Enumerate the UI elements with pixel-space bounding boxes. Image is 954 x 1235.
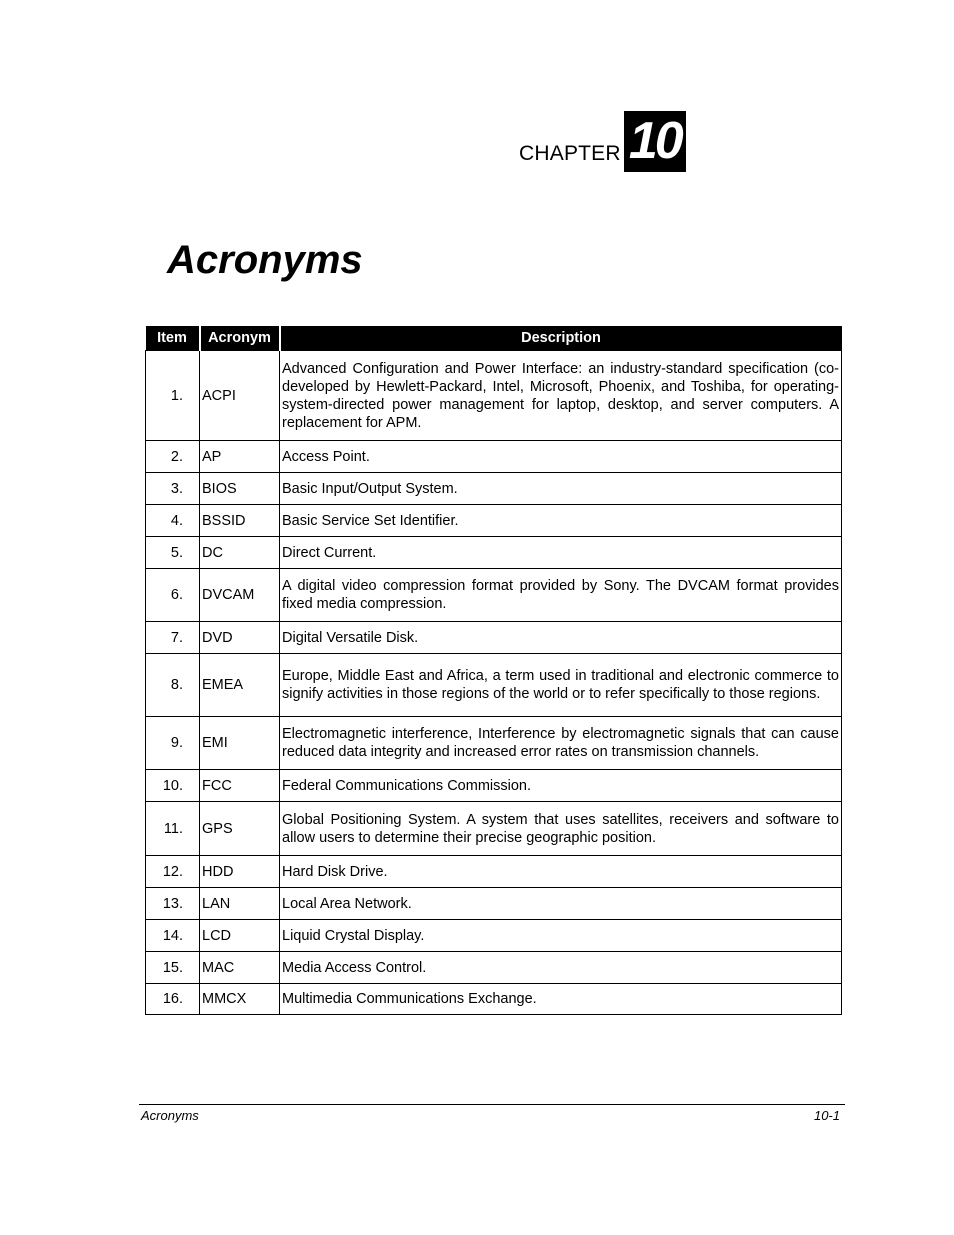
table-header-row bbox=[146, 326, 842, 351]
description: Local Area Network. bbox=[280, 888, 842, 920]
acronym: LAN bbox=[200, 888, 280, 920]
item-number: 9. bbox=[146, 717, 200, 770]
item-number: 16. bbox=[146, 984, 200, 1015]
acronyms-table bbox=[145, 326, 842, 1015]
item-number: 1. bbox=[146, 351, 200, 441]
item-number: 11. bbox=[146, 802, 200, 856]
footer-divider bbox=[139, 1104, 845, 1105]
acronym: DVD bbox=[200, 622, 280, 654]
acronym: ACPI bbox=[200, 351, 280, 441]
table-row bbox=[146, 441, 842, 473]
table-row bbox=[146, 622, 842, 654]
item-number: 8. bbox=[146, 654, 200, 717]
description: Basic Service Set Identifier. bbox=[280, 505, 842, 537]
acronym: GPS bbox=[200, 802, 280, 856]
acronym: FCC bbox=[200, 770, 280, 802]
acronym: EMI bbox=[200, 717, 280, 770]
table-row bbox=[146, 537, 842, 569]
description: Liquid Crystal Display. bbox=[280, 920, 842, 952]
acronym: MMCX bbox=[200, 984, 280, 1015]
table-row bbox=[146, 717, 842, 770]
table-row bbox=[146, 654, 842, 717]
table-row bbox=[146, 473, 842, 505]
footer-page-number: 10-1 bbox=[813, 1108, 840, 1123]
table-row bbox=[146, 770, 842, 802]
table-row bbox=[146, 802, 842, 856]
description: Multimedia Communications Exchange. bbox=[280, 984, 842, 1015]
description: Advanced Configuration and Power Interface: an industry-standard specification (co-developed by Hewlett-Packard, Intel, Microsoft, Phoenix, and Toshiba, for operating-system-directed power management for laptop, desktop, and server computers. A replacement for APM. bbox=[280, 351, 842, 441]
acronym: BIOS bbox=[200, 473, 280, 505]
page-title: Acronyms bbox=[167, 238, 363, 282]
description: Access Point. bbox=[280, 441, 842, 473]
description: Global Positioning System. A system that uses satellites, receivers and software to allow users to determine their precise geographic position. bbox=[280, 802, 842, 856]
table-row bbox=[146, 569, 842, 622]
acronym: DVCAM bbox=[200, 569, 280, 622]
item-number: 13. bbox=[146, 888, 200, 920]
acronym: BSSID bbox=[200, 505, 280, 537]
table-row bbox=[146, 984, 842, 1015]
item-number: 4. bbox=[146, 505, 200, 537]
description: Hard Disk Drive. bbox=[280, 856, 842, 888]
table-row bbox=[146, 952, 842, 984]
item-number: 14. bbox=[146, 920, 200, 952]
table-row bbox=[146, 856, 842, 888]
acronym: MAC bbox=[200, 952, 280, 984]
table-row bbox=[146, 505, 842, 537]
table-row bbox=[146, 920, 842, 952]
item-number: 3. bbox=[146, 473, 200, 505]
table-row bbox=[146, 888, 842, 920]
item-number: 7. bbox=[146, 622, 200, 654]
column-header-description: Description bbox=[280, 326, 842, 351]
chapter-heading bbox=[519, 111, 686, 172]
item-number: 15. bbox=[146, 952, 200, 984]
description: Direct Current. bbox=[280, 537, 842, 569]
item-number: 2. bbox=[146, 441, 200, 473]
acronym: AP bbox=[200, 441, 280, 473]
description: Basic Input/Output System. bbox=[280, 473, 842, 505]
description: Electromagnetic interference, Interference by electromagnetic signals that can cause reduced data integrity and increased error rates on transmission channels. bbox=[280, 717, 842, 770]
footer-section-title: Acronyms bbox=[141, 1108, 199, 1123]
chapter-label: CHAPTER bbox=[519, 142, 621, 165]
description: A digital video compression format provided by Sony. The DVCAM format provides fixed media compression. bbox=[280, 569, 842, 622]
acronym: LCD bbox=[200, 920, 280, 952]
item-number: 5. bbox=[146, 537, 200, 569]
column-header-item: Item bbox=[146, 326, 200, 351]
table-row bbox=[146, 351, 842, 441]
item-number: 10. bbox=[146, 770, 200, 802]
description: Federal Communications Commission. bbox=[280, 770, 842, 802]
description: Digital Versatile Disk. bbox=[280, 622, 842, 654]
acronym: DC bbox=[200, 537, 280, 569]
acronym: EMEA bbox=[200, 654, 280, 717]
item-number: 12. bbox=[146, 856, 200, 888]
item-number: 6. bbox=[146, 569, 200, 622]
description: Media Access Control. bbox=[280, 952, 842, 984]
acronym: HDD bbox=[200, 856, 280, 888]
description: Europe, Middle East and Africa, a term used in traditional and electronic commerce to signify activities in those regions of the world or to refer specifically to those regions. bbox=[280, 654, 842, 717]
column-header-acronym: Acronym bbox=[200, 326, 280, 351]
chapter-number: 10 bbox=[624, 111, 686, 172]
